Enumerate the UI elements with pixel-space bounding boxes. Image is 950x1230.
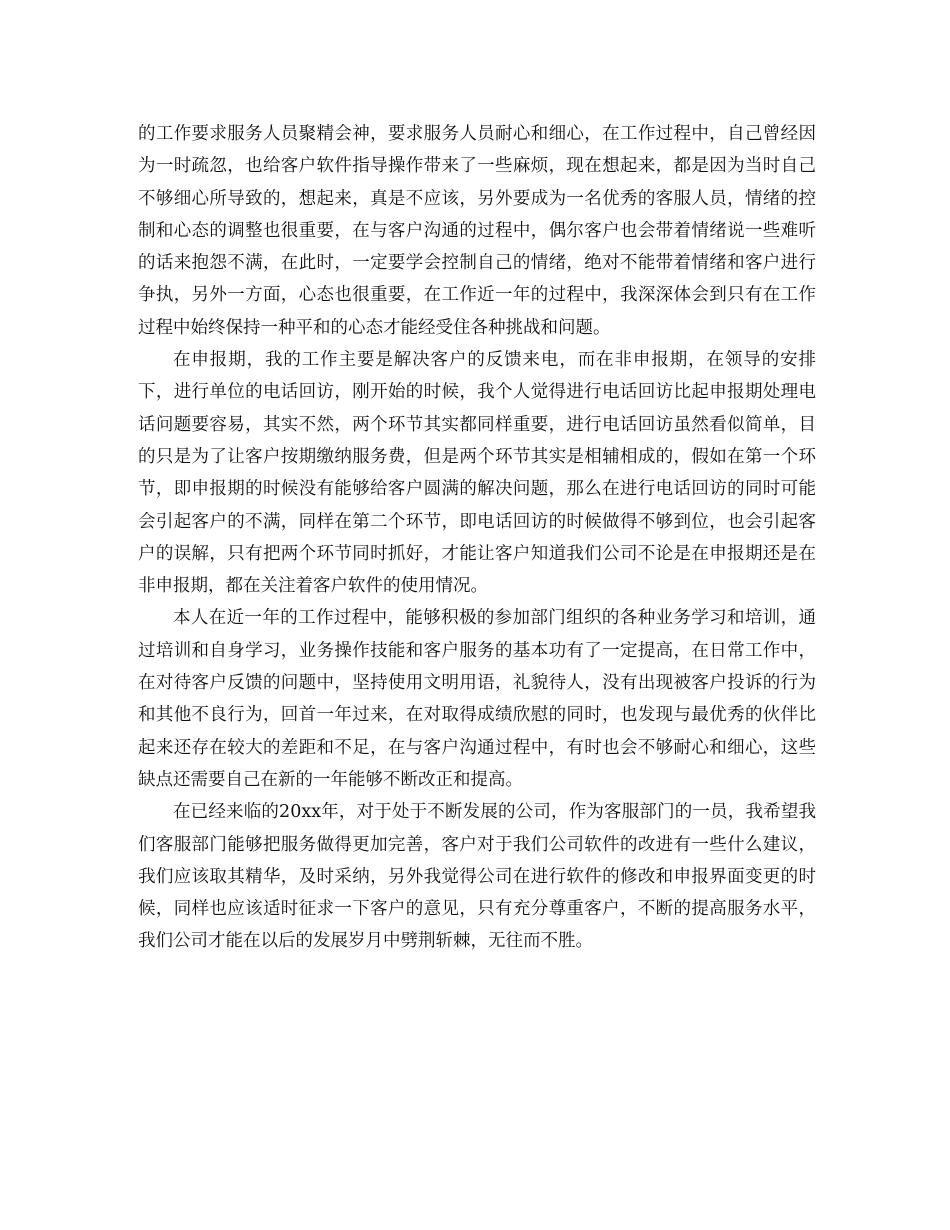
paragraph-outlook: 在已经来临的20xx年，对于处于不断发展的公司，作为客服部门的一员，我希望我们客服部门能够把服务做得更加完善，客户对于我们公司软件的改进有一些什么建议，我们应该取其精华，及时采纳，另外我觉得公司在进行软件的修改和申报界面变更的时候，同样也应该适时征求一下客户的意见，只有充分尊重客户，不断的提高服务水平，我们公司才能在以后的发展岁月中劈荆斩棘，无往而不胜。: [138, 802, 816, 952]
document-body: [138, 118, 816, 958]
paragraph-self-review: 本人在近一年的工作过程中，能够积极的参加部门组织的各种业务学习和培训，通过培训和自身学习，业务操作技能和客户服务的基本功有了一定提高，在日常工作中，在对待客户反馈的问题中，坚持使用文明用语，礼貌待人，没有出现被客户投诉的行为和其他不良行为，回首一年过来，在对取得成绩欣慰的同时，也发现与最优秀的伙伴比起来还存在较大的差距和不足，在与客户沟通过程中，有时也会不够耐心和细心，这些缺点还需要自己在新的一年能够不断改正和提高。: [138, 608, 816, 790]
paragraph-callback-work: 在申报期，我的工作主要是解决客户的反馈来电，而在非申报期，在领导的安排下，进行单位的电话回访，刚开始的时候，我个人觉得进行电话回访比起申报期处理电话问题要容易，其实不然，两个环节其实都同样重要，进行电话回访虽然看似简单，目的只是为了让客户按期缴纳服务费，但是两个环节其实是相辅相成的，假如在第一个环节，即申报期的时候没有能够给客户圆满的解决问题，那么在进行电话回访的同时可能会引起客户的不满，同样在第二个环节，即电话回访的时候做得不够到位，也会引起客户的误解，只有把两个环节同时抓好，才能让客户知道我们公司不论是在申报期还是在非申报期，都在关注着客户软件的使用情况。: [138, 350, 816, 597]
paragraph-continued: 的工作要求服务人员聚精会神，要求服务人员耐心和细心，在工作过程中，自己曾经因为一时疏忽，也给客户软件指导操作带来了一些麻烦，现在想起来，都是因为当时自己不够细心所导致的，想起来，真是不应该，另外要成为一名优秀的客服人员，情绪的控制和心态的调整也很重要，在与客户沟通的过程中，偶尔客户也会带着情绪说一些难听的话来抱怨不满，在此时，一定要学会控制自己的情绪，绝对不能带着情绪和客户进行争执，另外一方面，心态也很重要，在工作近一年的过程中，我深深体会到只有在工作过程中始终保持一种平和的心态才能经受住各种挑战和问题。: [138, 124, 816, 338]
